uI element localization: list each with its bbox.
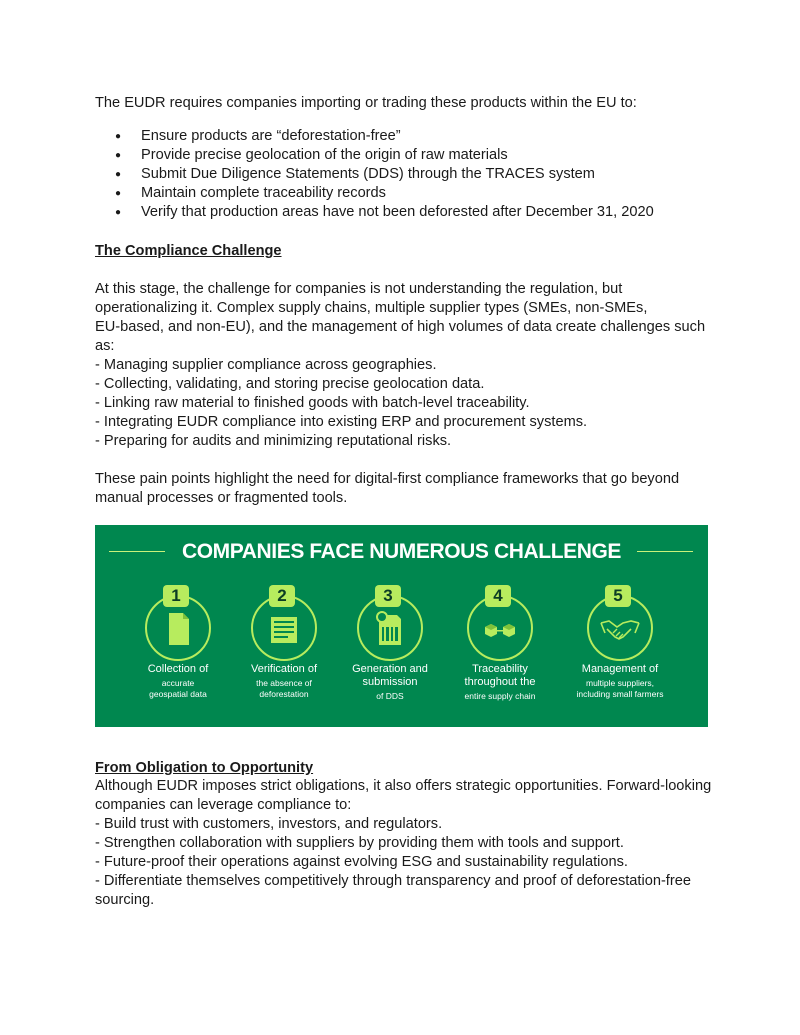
item-title <box>431 663 569 689</box>
item-title-line: throughout the <box>464 676 536 688</box>
compliance-challenge-heading: The Compliance Challenge <box>95 243 282 259</box>
text-line: EU-based, and non-EU), and the management of high volumes of data create challenges such <box>95 319 706 335</box>
text-line: sourcing. <box>95 892 155 908</box>
text-line: These pain points highlight the need for digital-first compliance frameworks that go beyond <box>95 471 680 487</box>
item-number: 4 <box>485 585 511 607</box>
text-line: - Differentiate themselves competitively through transparency and proof of deforestation-free <box>95 873 691 889</box>
challenge-item-2 <box>225 585 343 725</box>
item-title-line: Generation and <box>352 663 428 675</box>
list-item: ● Ensure products are “deforestation-free” <box>95 127 715 146</box>
text-line: as: <box>95 338 115 354</box>
challenge-item-4 <box>441 585 559 725</box>
obligation-opportunity-body <box>95 777 715 910</box>
item-subtitle-line: including small farmers <box>576 689 664 699</box>
item-subtitle-line: of DDS <box>376 691 404 701</box>
item-number: 1 <box>163 585 189 607</box>
item-subtitle-line: multiple suppliers, <box>585 678 655 688</box>
text-line: - Strengthen collaboration with suppliers by providing them with tools and support. <box>95 835 624 851</box>
item-number: 2 <box>269 585 295 607</box>
text-line: - Integrating EUDR compliance into existing ERP and procurement systems. <box>95 414 588 430</box>
item-subtitle-line: deforestation <box>259 689 309 699</box>
item-title-line: Collection of <box>147 663 209 675</box>
compliance-challenge-body <box>95 280 715 451</box>
item-subtitle <box>431 691 569 702</box>
challenge-items <box>95 585 708 725</box>
intro-paragraph: The EUDR requires companies importing or trading these products within the EU to: <box>95 95 637 111</box>
text-line: companies can leverage compliance to: <box>95 797 352 813</box>
text-line: manual processes or fragmented tools. <box>95 490 348 506</box>
item-number: 3 <box>375 585 401 607</box>
text-line: - Collecting, validating, and storing precise geolocation data. <box>95 376 485 392</box>
item-subtitle-line: geospatial data <box>149 689 207 699</box>
item-title-line: submission <box>362 676 418 688</box>
list-item: ● Maintain complete traceability records <box>95 184 715 203</box>
text-line: operationalizing it. Complex supply chains, multiple supplier types (SMEs, non-SMEs, <box>95 300 648 316</box>
text-line: Although EUDR imposes strict obligations, it also offers strategic opportunities. Forward-looking <box>95 778 712 794</box>
item-subtitle <box>551 678 689 700</box>
challenge-item-5 <box>561 585 679 725</box>
text-line: - Preparing for audits and minimizing reputational risks. <box>95 433 452 449</box>
report-icon <box>261 609 307 649</box>
pain-points-paragraph <box>95 470 715 508</box>
item-title-line: Management of <box>581 663 659 675</box>
text-line: - Build trust with customers, investors, and regulators. <box>95 816 443 832</box>
connected-cubes-icon <box>477 609 523 649</box>
item-subtitle-line: entire supply chain <box>464 691 536 701</box>
infographic-title: COMPANIES FACE NUMEROUS CHALLENGE <box>181 540 622 563</box>
list-item: ● Provide precise geolocation of the origin of raw materials <box>95 146 715 165</box>
text-line: - Linking raw material to finished goods with batch-level traceability. <box>95 395 530 411</box>
handshake-icon <box>597 609 643 649</box>
challenge-item-3 <box>331 585 449 725</box>
document-icon <box>155 609 201 649</box>
text-line: - Future-proof their operations against evolving ESG and sustainability regulations. <box>95 854 628 870</box>
list-item: ● Verify that production areas have not been deforested after December 31, 2020 <box>95 203 715 222</box>
item-title <box>551 663 689 676</box>
list-item: ● Submit Due Diligence Statements (DDS) through the TRACES system <box>95 165 715 184</box>
requirements-list <box>95 127 715 222</box>
barcode-document-icon <box>367 609 413 649</box>
text-line: - Managing supplier compliance across geographies. <box>95 357 437 373</box>
item-title-line: Traceability <box>472 663 528 675</box>
challenges-infographic <box>95 525 708 727</box>
obligation-opportunity-heading: From Obligation to Opportunity <box>95 760 314 776</box>
item-number: 5 <box>605 585 631 607</box>
item-title-line: Verification of <box>250 663 318 675</box>
text-line: At this stage, the challenge for companies is not understanding the regulation, but <box>95 281 623 297</box>
item-subtitle-line: accurate <box>161 678 195 688</box>
challenge-item-1 <box>119 585 237 725</box>
item-subtitle-line: the absence of <box>256 678 312 688</box>
